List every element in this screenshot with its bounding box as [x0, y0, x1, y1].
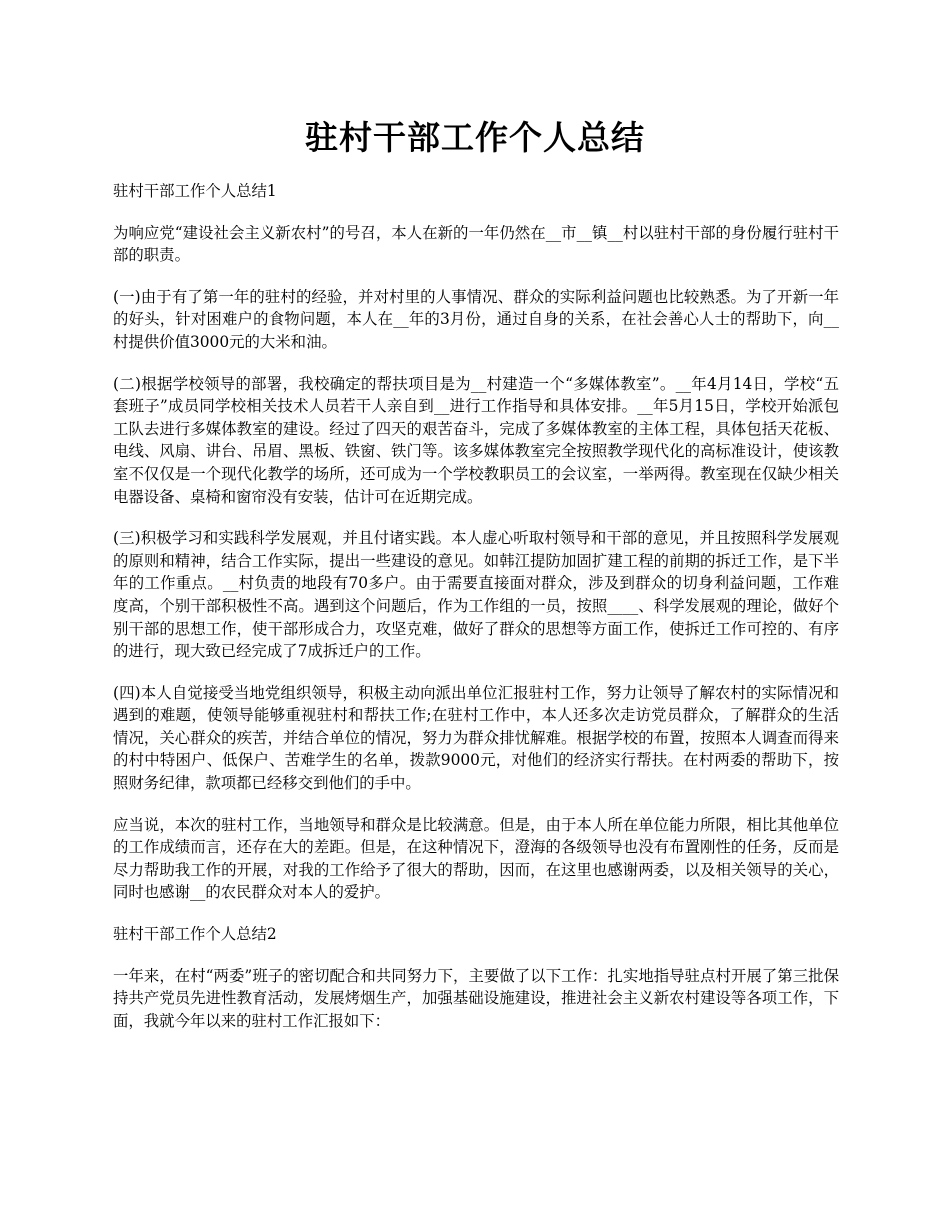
document-title: 驻村干部工作个人总结 — [305, 118, 645, 157]
section-1-paragraph-6: 应当说，本次的驻村工作，当地领导和群众是比较满意。但是，由于本人所在单位能力所限，相比其他单位的工作成绩而言，还存在大的差距。但是，在这种情况下，澄海的各级领导也没有布置刚性的任务，反而是尽力帮助我工作的开展，对我的工作给予了很大的帮助，因而，在这里也感谢两委，以及相关领导的关心，同时也感谢__的农民群众对本人的爱护。 — [113, 815, 839, 902]
section-2-paragraph-1: 一年来，在村“两委”班子的密切配合和共同努力下，主要做了以下工作：扎实地指导驻点村开展了第三批保持共产党员先进性教育活动，发展烤烟生产，加强基础设施建设，推进社会主义新农村建设等各项工作，下面，我就今年以来的驻村工作汇报如下： — [113, 966, 839, 1030]
section-1-paragraph-5: (四)本人自觉接受当地党组织领导，积极主动向派出单位汇报驻村工作，努力让领导了解农村的实际情况和遇到的难题，使领导能够重视驻村和帮扶工作;在驻村工作中，本人还多次走访党员群众，了解群众的生活情况，关心群众的疾苦，并结合单位的情况，努力为群众排忧解难。根据学校的布置，按照本人调查而得来的村中特困户、低保户、苦难学生的名单，拨款9000元，对他们的经济实行帮扶。在村两委的帮助下，按照财务纪律，款项都已经移交到他们的手中。 — [113, 683, 839, 793]
section-1-paragraph-3: (二)根据学校领导的部署，我校确定的帮扶项目是为__村建造一个“多媒体教室”。__年4月14日，学校“五套班子”成员同学校相关技术人员若干人亲自到__进行工作指导和具体安排。__年5月15日，学校开始派包工队去进行多媒体教室的建设。经过了四天的艰苦奋斗，完成了多媒体教室的主体工程，具体包括天花板、电线、风扇、讲台、吊眉、黑板、铁窗、铁门等。该多媒体教室完全按照教学现代化的高标准设计，使该教室不仅仅是一个现代化教学的场所，还可成为一个学校教职员工的会议室，一举两得。教室现在仅缺少相关电器设备、桌椅和窗帘没有安装，估计可在近期完成。 — [113, 374, 839, 506]
section-1-paragraph-2: (一)由于有了第一年的驻村的经验，并对村里的人事情况、群众的实际利益问题也比较熟悉。为了开新一年的好头，针对困难户的食物问题，本人在__年的3月份，通过自身的关系，在社会善心人士的帮助下，向__村提供价值3000元的大米和油。 — [113, 287, 839, 351]
section-1-heading: 驻村干部工作个人总结1 — [113, 182, 277, 200]
section-1-paragraph-4: (三)积极学习和实践科学发展观，并且付诸实践。本人虚心听取村领导和干部的意见，并且按照科学发展观的原则和精神，结合工作实际，提出一些建设的意见。如韩江提防加固扩建工程的前期的拆迁工作，是下半年的工作重点。__村负责的地段有70多户。由于需要直接面对群众，涉及到群众的切身利益问题，工作难度高，个别干部积极性不高。遇到这个问题后，作为工作组的一员，按照____、科学发展观的理论，做好个别干部的思想工作，使干部形成合力，攻坚克难，做好了群众的思想等方面工作，使拆迁工作可控的、有序的进行，现大致已经完成了7成拆迁户的工作。 — [113, 529, 839, 661]
section-1-paragraph-1: 为响应党“建设社会主义新农村”的号召，本人在新的一年仍然在__市__镇__村以驻村干部的身份履行驻村干部的职责。 — [113, 223, 839, 265]
document-body — [113, 180, 839, 1051]
section-2-heading: 驻村干部工作个人总结2 — [113, 925, 277, 944]
